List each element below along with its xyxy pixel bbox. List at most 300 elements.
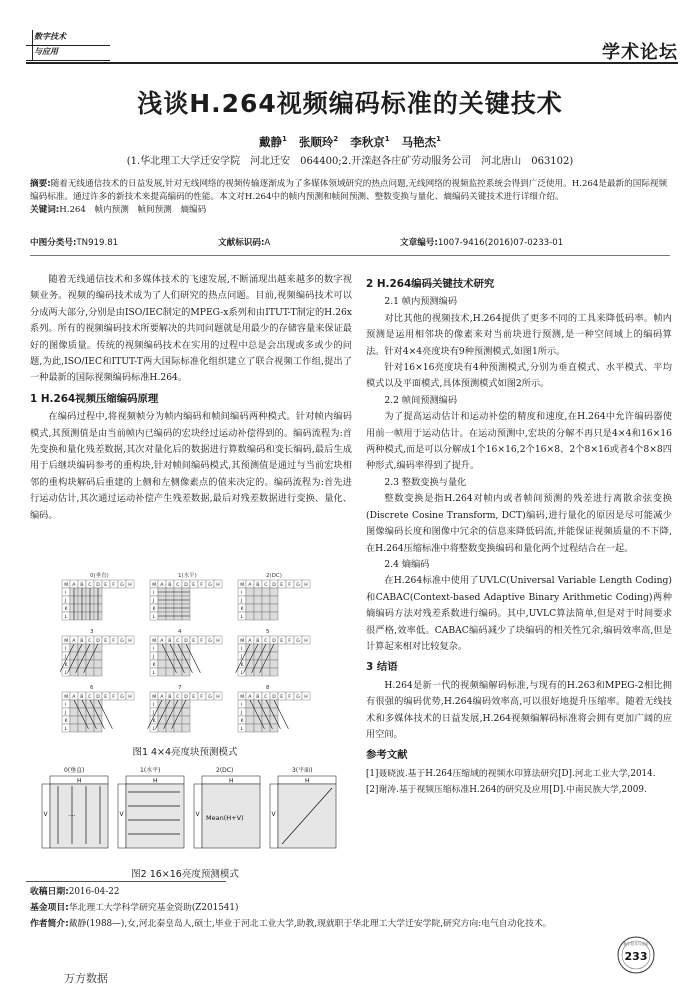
abstract-label: 摘要: xyxy=(30,179,51,189)
affiliation: (1.华北理工大学迁安学院 河北迁安 064400;2.开滦赵各庄矿劳动服务公司 河北唐山 063102) xyxy=(126,156,574,167)
fig2-block xyxy=(50,784,108,848)
section-2-heading: 2 H.264编码关键技术研究 xyxy=(366,278,495,290)
fig1-top-label: D xyxy=(184,639,188,644)
fig1-mode-label: 8 xyxy=(266,685,270,691)
fig1-block-cell xyxy=(246,588,254,596)
fig1-left-label: L xyxy=(240,671,244,676)
fig1-top-label: A xyxy=(248,583,252,588)
fig1-block-cell xyxy=(246,700,254,708)
fig1-mode-label: 3 xyxy=(90,629,94,635)
fig1-block-cell xyxy=(182,652,190,660)
fig1-mode-label: 0(垂直) xyxy=(90,573,109,579)
fig1-top-label: B xyxy=(168,639,172,644)
fig1-top-label: H xyxy=(128,639,132,644)
fig1-block-cell xyxy=(158,708,166,716)
fig1-top-label: H xyxy=(128,695,132,700)
fig1-block-cell xyxy=(182,708,190,716)
fig1-left-cell xyxy=(150,708,158,716)
fig1-block-cell xyxy=(94,652,102,660)
fig1-block-cell xyxy=(262,644,270,652)
fig1-block-cell xyxy=(94,724,102,732)
fig1-block-cell xyxy=(174,652,182,660)
fig1-block-cell xyxy=(270,612,278,620)
fig1-block-cell xyxy=(254,700,262,708)
fig2-v-label: V xyxy=(43,811,48,818)
fig2-mode-label: 2(DC) xyxy=(216,767,234,774)
reference-item: [1]聂晓波.基于H.264压缩域的视频水印算法研究[D].河北工业大学,2014. xyxy=(366,768,656,779)
intro-paragraph: 随着无线通信技术和多媒体技术的飞速发展,不断涌现出越来越多的数字视频业务。视频的编码技术成为了人们研究的热点问题。目前,视频编码技术可以分成两大部分,分别是由ISO/IEC制定的MPEG-x系列和由ITUT-T制定的H.26x系列。所有的视频编码技术所要解决的共同问题就是用最少的存储容量来保证最好的图像质量。传统的视频编码技术在实用的过程中总是会出现或多或少的问题,为此,ISO/IEC和ITUT-T两大国际标准化组织建立了联合视频工作组,提出了一种最新的国际视频编码标准H.264。 xyxy=(30,274,352,384)
fig2-mode-label: 3(平面) xyxy=(292,767,313,774)
abstract-rule xyxy=(30,255,670,256)
fig1-top-label: D xyxy=(272,639,276,644)
fig1-block-cell xyxy=(86,668,94,676)
fig1-top-label: F xyxy=(288,695,291,700)
fig1-top-label: A xyxy=(160,583,164,588)
fig1-top-label: E xyxy=(192,583,196,588)
fig1-top-label: G xyxy=(120,639,124,644)
fig1-block-cell xyxy=(94,668,102,676)
fig1-block-cell xyxy=(246,604,254,612)
fig1-block-cell xyxy=(166,652,174,660)
clc-number xyxy=(30,236,118,248)
right-column xyxy=(366,272,672,798)
journal-name-line2: 与应用 xyxy=(26,45,110,61)
fig1-top-label: D xyxy=(272,695,276,700)
fig1-left-cell xyxy=(238,596,246,604)
author-affil-mark: 2 xyxy=(333,135,339,144)
fig1-top-label: E xyxy=(104,583,108,588)
fig1-left-label: I xyxy=(240,703,242,708)
fig1-block-cell xyxy=(246,612,254,620)
fig1-left-cell xyxy=(150,588,158,596)
fig1-top-label: H xyxy=(304,639,308,644)
fig1-block-cell xyxy=(270,708,278,716)
fig1-top-label: A xyxy=(248,695,252,700)
fig1-top-label: G xyxy=(120,583,124,588)
left-column xyxy=(30,272,352,524)
fig1-top-label: B xyxy=(256,695,260,700)
fig1-block-cell xyxy=(246,644,254,652)
fig1-top-label: H xyxy=(128,583,132,588)
page-number: 233 xyxy=(624,950,648,963)
fig1-left-label: L xyxy=(152,727,156,732)
footnotes xyxy=(30,884,552,932)
fig1-block-cell xyxy=(262,724,270,732)
fig1-top-label: A xyxy=(160,695,164,700)
fig1-top-label: G xyxy=(208,583,212,588)
fig1-block-cell xyxy=(70,652,78,660)
fig1-block-cell xyxy=(254,716,262,724)
fig1-top-label: E xyxy=(280,583,284,588)
fig2-h-label: H xyxy=(153,777,158,785)
received-label: 收稿日期: xyxy=(30,887,69,897)
fig1-left-label: L xyxy=(152,671,156,676)
footnote-rule xyxy=(26,881,226,882)
author-name: 戴静 xyxy=(258,135,282,149)
fig2-v-label: V xyxy=(271,811,276,818)
author-affil-mark: 1 xyxy=(384,135,390,144)
fig1-left-label: L xyxy=(240,727,244,732)
fig1-block-cell xyxy=(166,668,174,676)
funding-value: 华北理工大学科学研究基金资助(Z201541) xyxy=(68,903,239,913)
fig1-block-cell xyxy=(78,724,86,732)
fig1-left-label: J xyxy=(64,655,66,660)
fig1-left-label: J xyxy=(240,599,242,604)
fig1-top-label: C xyxy=(176,583,180,588)
fig1-top-label: H xyxy=(216,583,220,588)
fig1-left-label: J xyxy=(240,655,242,660)
author-bio-label: 作者简介: xyxy=(30,919,69,929)
section-label: 学术论坛 xyxy=(602,42,678,63)
fig1-left-label: I xyxy=(152,647,154,652)
fig1-block-cell xyxy=(262,660,270,668)
fig1-mode-label: 4 xyxy=(178,629,182,635)
fig1-block-cell xyxy=(78,708,86,716)
fig1-left-label: L xyxy=(152,615,156,620)
fig1-block-cell xyxy=(166,700,174,708)
fig1-block-cell xyxy=(262,700,270,708)
fig1-top-label: G xyxy=(120,695,124,700)
fig1-top-label: C xyxy=(88,695,92,700)
fig1-left-label: K xyxy=(240,607,244,612)
fig1-top-label: M xyxy=(240,583,245,588)
fig1-top-label: F xyxy=(112,639,115,644)
journal-name-line1: 数字技术 xyxy=(26,30,110,46)
fig1-block-cell xyxy=(78,660,86,668)
fig2-h-label: H xyxy=(229,777,234,785)
fig1-left-label: K xyxy=(240,719,244,724)
fig1-left-label: J xyxy=(152,599,154,604)
fig1-block-cell xyxy=(94,644,102,652)
fig1-top-label: C xyxy=(88,639,92,644)
fig1-block-cell xyxy=(262,604,270,612)
fig1-block-cell xyxy=(182,660,190,668)
fig1-block-cell xyxy=(158,644,166,652)
fig1-top-label: C xyxy=(264,695,268,700)
section-1-heading: 1 H.264视频压缩编码原理 xyxy=(30,392,159,405)
fig1-block-cell xyxy=(78,644,86,652)
subsection-2-2-heading: 2.2 帧间预测编码 xyxy=(384,394,458,406)
fig1-block-cell xyxy=(262,612,270,620)
fig1-block-cell xyxy=(70,716,78,724)
fig1-top-label: E xyxy=(104,695,108,700)
fig1-left-label: K xyxy=(240,663,244,668)
fig1-block-cell xyxy=(78,716,86,724)
fig1-block-cell xyxy=(254,644,262,652)
fig1-left-label: L xyxy=(240,615,244,620)
fig1-top-label: M xyxy=(152,583,157,588)
fig1-block-cell xyxy=(166,716,174,724)
fig1-top-label: D xyxy=(96,695,100,700)
funding xyxy=(30,900,552,916)
fig1-block-cell xyxy=(182,716,190,724)
fig1-block-cell xyxy=(182,700,190,708)
fig1-top-label: M xyxy=(64,695,69,700)
author-bio-value: 戴静(1988—),女,河北秦皇岛人,硕士,毕业于河北工业大学,助教,现就职于华北理工大学迁安学院,研究方向:电气自动化技术。 xyxy=(68,919,552,929)
fig1-block-cell xyxy=(78,700,86,708)
fig1-block-cell xyxy=(86,644,94,652)
fig1-left-label: J xyxy=(64,711,66,716)
fig1-block-cell xyxy=(70,700,78,708)
fig1-top-label: B xyxy=(256,583,260,588)
fig1-top-label: E xyxy=(192,695,196,700)
fig1-block-cell xyxy=(166,708,174,716)
fig1-block-cell xyxy=(86,716,94,724)
fig1-block-cell xyxy=(70,668,78,676)
fig2-v-label: V xyxy=(119,811,124,818)
fig1-block-cell xyxy=(262,668,270,676)
subsection-2-1-paragraph: 对比其他的视频技术,H.264提供了更多不同的工具来降低码率。帧内预测是运用相邻块的像素来对当前块进行预测,是一种空间域上的编码算法。针对4×4亮度块有9种预测模式,如图1所示。 xyxy=(366,312,672,357)
author-name: 马艳杰 xyxy=(401,135,437,149)
fig1-left-cell xyxy=(62,708,70,716)
fig1-block-cell xyxy=(166,724,174,732)
fig2-mode-blocks xyxy=(42,766,336,848)
fig1-mode-label: 1(水平) xyxy=(178,573,197,579)
fig1-block-cell xyxy=(158,716,166,724)
fig1-top-label: F xyxy=(112,695,115,700)
fig1-block-cell xyxy=(246,660,254,668)
badge-journal-text: 数字技术与应用 xyxy=(623,942,649,946)
clc-value: TN919.81 xyxy=(76,238,119,248)
subsection-2-4-heading: 2.4 熵编码 xyxy=(384,558,430,570)
fig1-block-cell xyxy=(254,708,262,716)
fig1-block-cell xyxy=(254,588,262,596)
fig1-block-cell xyxy=(270,588,278,596)
fig1-top-label: G xyxy=(296,695,300,700)
fig1-block-cell xyxy=(94,700,102,708)
fig1-left-cell xyxy=(238,588,246,596)
fig1-top-label: D xyxy=(184,583,188,588)
section-3-paragraph: H.264是新一代的视频编解码标准,与现有的H.263和MPEG-2相比拥有很强的编码优势,H.264编码效率高,可以很好地提升压缩率。随着无线技术和多媒体技术的日益发展,H.264视频编解码标准将会拥有更加广阔的应用空间。 xyxy=(366,679,672,740)
fig1-left-label: J xyxy=(152,655,154,660)
author-name: 张顺玲 xyxy=(298,135,334,149)
fig1-left-label: K xyxy=(64,607,68,612)
section-1-paragraph: 在编码过程中,将视频帧分为帧内编码和帧间编码两种模式。针对帧内编码模式,其预测值是由当前帧内已编码的宏块经过运动补偿得到的。编码流程为:首先变换和量化残差数据,其次对量化后的数据进行算数编码和变长编码,最后生成用于后继块编码参考的重构块,针对帧间编码模式,其预测值是通过与当前宏块相邻的重构块解码后重建的上侧和左侧像素点的值来决定的。编码流程为:首先进行运动估计,其次通过运动补偿产生残差数据,最后对残差数据进行变换、量化、编码。 xyxy=(30,411,352,521)
fig1-top-label: G xyxy=(296,639,300,644)
fig1-left-cell xyxy=(62,700,70,708)
fig1-top-label: F xyxy=(200,695,203,700)
fig1-block-cell xyxy=(182,644,190,652)
fig1-left-cell xyxy=(238,708,246,716)
fig1-left-label: I xyxy=(240,647,242,652)
fig1-block-cell xyxy=(254,604,262,612)
fig2-dots: .... xyxy=(68,811,76,818)
fig1-top-label: D xyxy=(96,583,100,588)
fig1-top-label: B xyxy=(168,695,172,700)
fig1-block-cell xyxy=(246,596,254,604)
fig1-left-label: I xyxy=(64,703,66,708)
figure-2-intra16x16-modes xyxy=(40,764,350,864)
fig1-block-cell xyxy=(94,708,102,716)
keywords-text: H.264 帧内预测 帧间预测 熵编码 xyxy=(59,205,207,215)
author-list xyxy=(0,134,700,150)
fig1-block-cell xyxy=(70,644,78,652)
fig1-top-label: E xyxy=(280,695,284,700)
fig1-block-cell xyxy=(254,596,262,604)
fig1-block-cell xyxy=(270,716,278,724)
fig1-left-label: L xyxy=(64,671,68,676)
fig1-top-label: F xyxy=(288,639,291,644)
subsection-2-3-paragraph: 整数变换是指H.264对帧内或者帧间预测的残差进行离散余弦变换(Discrete Cosine Transform, DCT)编码,进行量化的原因是尽可能减少图像编码长度和图像中冗余的信息来降低码流,并能保证视频质量的不下降,在H.264压缩标准中将整数变换编码和量化两个过程结合在一起。 xyxy=(366,493,672,554)
fig1-top-label: D xyxy=(272,583,276,588)
funding-label: 基金项目: xyxy=(30,903,69,913)
fig1-top-label: C xyxy=(264,639,268,644)
fig1-block-cell xyxy=(246,652,254,660)
fig1-block-cell xyxy=(158,660,166,668)
fig1-top-label: B xyxy=(168,583,172,588)
fig1-block-cell xyxy=(86,708,94,716)
fig1-block-cell xyxy=(262,716,270,724)
fig1-top-label: M xyxy=(64,639,69,644)
fig1-block-cell xyxy=(94,716,102,724)
received-date xyxy=(30,884,552,900)
received-value: 2016-04-22 xyxy=(68,887,120,897)
subsection-2-1-paragraph-2: 针对16×16亮度块有4种预测模式,分别为垂直模式、水平模式、平均模式以及平面模式,具体预测模式如图2所示。 xyxy=(366,362,672,390)
fig1-block-cell xyxy=(270,604,278,612)
fig1-block-cell xyxy=(262,596,270,604)
fig1-left-label: J xyxy=(240,711,242,716)
fig1-top-label: B xyxy=(80,695,84,700)
fig1-left-cell xyxy=(150,700,158,708)
fig1-top-label: E xyxy=(280,639,284,644)
fig1-top-label: F xyxy=(200,583,203,588)
fig1-left-label: L xyxy=(64,615,68,620)
section-3-heading: 3 结语 xyxy=(366,661,398,674)
fig1-left-cell xyxy=(62,596,70,604)
fig2-mode-label: 0(垂直) xyxy=(64,767,85,774)
fig1-block-cell xyxy=(270,724,278,732)
fig1-block-cell xyxy=(86,652,94,660)
fig1-block-cell xyxy=(174,716,182,724)
fig1-left-cell xyxy=(150,596,158,604)
abstract-text: 随着无线通信技术的日益发展,针对无线网络的视频传输逐渐成为了多媒体领域研究的热点问题,无线网络的视频监控系统会得到广泛使用。H.264是最新的国际视频编码标准。通过许多的新技术来提高编码的性能。本文对H.264中的帧内预测和帧间预测、整数变换与量化、熵编码关键技术进行详细介绍。 xyxy=(30,179,668,202)
fig1-block-cell xyxy=(174,668,182,676)
clc-label: 中图分类号: xyxy=(30,238,77,248)
fig1-left-label: J xyxy=(64,599,66,604)
fig1-block-cell xyxy=(78,668,86,676)
fig1-block-cell xyxy=(246,716,254,724)
fig1-block-cell xyxy=(70,660,78,668)
fig1-top-label: D xyxy=(184,695,188,700)
abstract xyxy=(30,178,670,217)
subsection-2-1-heading: 2.1 帧内预测编码 xyxy=(384,296,458,308)
references-heading: 参考文献 xyxy=(366,749,408,762)
fig1-top-label: E xyxy=(104,639,108,644)
fig2-block xyxy=(126,784,184,848)
fig2-h-label: H xyxy=(77,777,82,785)
journal-logo xyxy=(26,30,110,64)
subsection-2-3-heading: 2.3 整数变换与量化 xyxy=(384,476,467,488)
fig1-block-cell xyxy=(174,724,182,732)
author-name: 李秋京 xyxy=(350,135,385,149)
figure-2-caption: 图2 16×16亮度预测模式 xyxy=(131,869,239,880)
document-code xyxy=(218,236,270,248)
fig1-top-label: B xyxy=(256,639,260,644)
fig1-left-label: I xyxy=(64,591,66,596)
fig1-block-cell xyxy=(70,724,78,732)
fig1-top-label: M xyxy=(240,639,245,644)
fig2-h-label: H xyxy=(305,777,310,785)
fig1-top-label: G xyxy=(296,583,300,588)
fig1-top-label: A xyxy=(248,639,252,644)
fig1-block-cell xyxy=(182,668,190,676)
fig1-block-cell xyxy=(270,652,278,660)
fig1-block-cell xyxy=(174,708,182,716)
fig1-block-cell xyxy=(246,724,254,732)
fig1-block-cell xyxy=(174,700,182,708)
fig1-top-label: H xyxy=(304,695,308,700)
fig1-top-label: F xyxy=(200,639,203,644)
fig1-mode-grids xyxy=(60,571,310,732)
fig1-top-label: F xyxy=(112,583,115,588)
fig1-top-label: M xyxy=(152,639,157,644)
fig1-left-cell xyxy=(150,644,158,652)
header-rule xyxy=(26,62,678,64)
fig1-block-cell xyxy=(166,660,174,668)
article-label: 文章编号: xyxy=(400,238,438,248)
fig1-block-cell xyxy=(94,660,102,668)
author-affil-mark: 1 xyxy=(436,135,442,144)
article-number xyxy=(400,236,563,248)
fig1-left-label: I xyxy=(240,591,242,596)
author-bio xyxy=(30,916,552,932)
fig1-top-label: H xyxy=(304,583,308,588)
fig1-block-cell xyxy=(182,724,190,732)
subsection-2-2-paragraph: 为了提高运动估计和运动补偿的精度和速度,在H.264中允许编码器使用前一帧用于运动估计。在运动预测中,宏块的分解不再只是4×4和16×16两种模式,而是可以分解成1个16×16,2个16×8、2个8×16或者4个8×8四种形式,编码率得到了提升。 xyxy=(366,411,672,472)
fig1-block-cell xyxy=(254,652,262,660)
fig1-left-label: K xyxy=(64,719,68,724)
fig1-block-cell xyxy=(174,660,182,668)
fig1-top-label: F xyxy=(288,583,291,588)
fig1-block-cell xyxy=(246,668,254,676)
fig1-left-cell xyxy=(238,644,246,652)
fig1-left-label: K xyxy=(152,607,156,612)
fig1-top-label: C xyxy=(176,695,180,700)
fig1-top-label: C xyxy=(176,639,180,644)
fig1-block-cell xyxy=(86,724,94,732)
fig1-block-cell xyxy=(270,644,278,652)
fig1-left-cell xyxy=(238,700,246,708)
fig1-top-label: H xyxy=(216,695,220,700)
fig1-block-cell xyxy=(174,644,182,652)
fig1-block-cell xyxy=(86,700,94,708)
fig1-top-label: E xyxy=(192,639,196,644)
fig1-left-label: I xyxy=(152,591,154,596)
author-affil-mark: 1 xyxy=(281,135,287,144)
fig1-block-cell xyxy=(246,708,254,716)
fig1-top-label: G xyxy=(208,695,212,700)
fig1-block-cell xyxy=(158,700,166,708)
fig1-left-label: I xyxy=(64,647,66,652)
reference-item: [2]谢涛.基于视频压缩标准H.264的研究及应用[D].中南民族大学,2009. xyxy=(366,784,647,795)
fig1-top-label: A xyxy=(72,695,76,700)
fig1-mode-label: 2(DC) xyxy=(266,573,282,579)
fig1-left-label: K xyxy=(152,719,156,724)
fig1-block-cell xyxy=(78,652,86,660)
fig2-mode-label: 1(水平) xyxy=(140,767,161,774)
fig1-top-label: A xyxy=(72,639,76,644)
fig1-block-cell xyxy=(70,708,78,716)
fig1-block-cell xyxy=(262,588,270,596)
fig1-left-cell xyxy=(238,652,246,660)
fig1-top-label: C xyxy=(88,583,92,588)
fig1-top-label: D xyxy=(96,639,100,644)
fig1-top-label: H xyxy=(216,639,220,644)
subsection-2-4-paragraph: 在H.264标准中使用了UVLC(Universal Variable Length Coding)和CABAC(Context-based Adaptive Binary Arithmetic Coding)两种熵编码方法对残差系数进行编码。其中,UVLC算法简单,但是对于时间要求很严格,效率低。CABAC编码减少了块编码的相关性冗余,编码效率高,但是计算起来相对比较复杂。 xyxy=(366,575,672,652)
fig1-block-cell xyxy=(254,724,262,732)
keywords-label: 关键词: xyxy=(30,205,60,215)
fig1-top-label: A xyxy=(72,583,76,588)
